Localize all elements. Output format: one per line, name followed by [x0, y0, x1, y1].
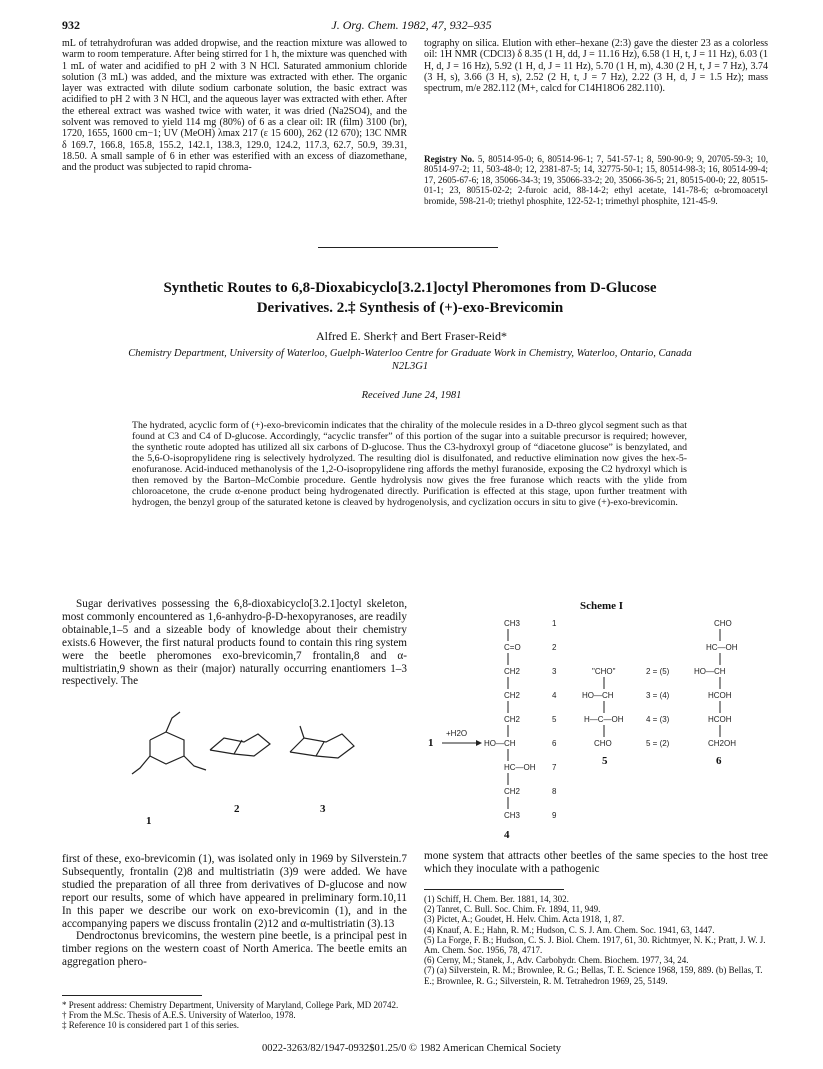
footnote-divider	[62, 995, 202, 996]
intro-text-2: first of these, exo-brevicomin (1), was isolated only in 1969 by Silverstein.7 Subsequently, frontalin (2)8 and multistriatin (3)9 were added. We have studied the preparation of all three from derivatives of D-glucose and now report our results, some of which have appeared in preliminary form.10,11 In this paper we describe our work on exo-brevicomin (1), and in the accompanying papers we discuss frontalin (2)12 and α-multistriatin (3).13	[62, 853, 407, 930]
chain5-atom: H—C—OH	[584, 715, 624, 724]
reference-item: (7) (a) Silverstein, R. M.; Brownlee, R. G.; Bellas, T. E. Science 1968, 159, 889. (b) Bellas, T. E.; Brownlee, R. G.; Silverstein, R. M. Tetrahedron 1969, 25, 5149.	[424, 965, 763, 986]
compound-label-3: 3	[320, 803, 326, 815]
intro-text-3: Dendroctonus brevicomins, the western pine beetle, is a principal pest in timber regions on the western coast of North America. The beetle emits an aggregation phero-	[62, 930, 407, 969]
structure-2	[210, 734, 270, 756]
abstract: The hydrated, acyclic form of (+)-exo-brevicomin indicates that the chirality of the molecule resides in a D-threo glycol segment such as that found at C3 and C4 of D-glucose. Accordingly, “acyclic transfer” of this portion of the sugar into a suitable precursor is required; however, the synthetic route adopted has utilized all six carbons of D-glucose. Thus the C3-hydroxyl group of “diacetone glucose” is benzylated, and the 5,6-O-isopropylidene ring is selectively hydrolyzed. The resulting diol is disulfonated, and reductive elimination now gives the hex-5-enofuranose. Acid-induced methanolysis of the 1,2-O-isopropylidene ring affords the methyl furanoside, exposing the C2 hydroxyl which is then removed by the Barton–McCombie procedure. Gentle hydrolysis now gives the free furanose which reacts with the ylide from chloroacetone, the crude α-enone product being hydrogenated directly. Purification is effected at this stage, upon further treatment with hydrogen, the benzyl group of the saturated ketone is cleaved by hydrogenolysis, and cyclization occurs in situ to give (+)-exo-brevicomin.	[132, 420, 687, 508]
chain4-number: 7	[552, 763, 557, 772]
chain4-number: 6	[552, 739, 557, 748]
compound-label-1-scheme: 1	[428, 737, 434, 749]
authors: Alfred E. Sherk† and Bert Fraser-Reid*	[315, 329, 508, 343]
chain4-number: 3	[552, 667, 557, 676]
chain6-atom: CHO	[714, 619, 732, 628]
registry-text: 5, 80514-95-0; 6, 80514-96-1; 7, 541-57-1; 8, 590-90-9; 9, 20705-59-3; 10, 80514-97-2; 11, 503-48-0; 12, 2381-87-5; 14, 32775-50-1; 15, 80514-98-3; 16, 80514-99-4; 17, 2605-67-6; 18, 35066-34-3; 19, 35066-33-2; 20, 35066-36-5; 21, 80515-00-0; 22, 80515-01-1; 23, 80515-02-2; 2-furoic acid, 88-14-2; ethyl acetate, 141-78-6; α-bromoacetyl bromide, 598-21-0; triethyl phosphite, 122-52-1; trimethyl phosphite, 121-45-9.	[424, 154, 769, 206]
chain4-atom: CH2	[504, 691, 521, 700]
footnote-item: † From the M.Sc. Thesis of A.E.S. University of Waterloo, 1978.	[62, 1010, 296, 1021]
chain5-atom: "CHO"	[592, 667, 616, 676]
chain6-atom: HC—OH	[706, 643, 738, 652]
journal-citation: J. Org. Chem. 1982, 47, 932–935	[331, 18, 492, 32]
title-line-1: Synthetic Routes to 6,8-Dioxabicyclo[3.2.1]octyl Pheromones from D-Glucose	[163, 280, 657, 296]
chain4-atom: CH2	[504, 715, 521, 724]
compound-label-5: 5	[602, 755, 608, 767]
chain5-number: 5 = (2)	[646, 739, 670, 748]
intro-paragraph-1: Sugar derivatives possessing the 6,8-dioxabicyclo[3.2.1]octyl skeleton, most commonly encountered as 1,6-anhydro-β-D-hexopyranoses, are readily obtainable,1–5 and a sizeable body of knowledge about their chemistry exists.6 However, the first natural products found to contain this ring system were the beetle pheromones exo-brevicomin,7 frontalin,8 and α-multistriatin,9 shown as their (major) naturally occurring enantiomers 1–3 respectively. The	[62, 598, 407, 688]
section-divider	[318, 247, 498, 248]
registry-numbers	[424, 154, 768, 206]
chain5-atom: CHO	[594, 739, 612, 748]
arrow-label: +H2O	[446, 729, 468, 738]
chain4-number: 1	[552, 619, 557, 628]
chain6-atom: HCOH	[708, 691, 732, 700]
reference-item: (3) Pictet, A.; Goudet, H. Helv. Chim. Acta 1918, 1, 87.	[424, 914, 625, 925]
footnote-item: ‡ Reference 10 is considered part 1 of this series.	[62, 1020, 239, 1031]
chain4-atom: CH2	[504, 787, 521, 796]
chain4-number: 4	[552, 691, 557, 700]
chain6-atom: CH2OH	[708, 739, 737, 748]
structures-1-3	[110, 700, 370, 850]
references-divider	[424, 889, 564, 890]
reference-item: (5) La Forge, F. B.; Hudson, C. S. J. Biol. Chem. 1917, 61, 30. Richtmyer, N. K.; Pratt, J. W. J. Am. Chem. Soc. 1956, 78, 4717.	[424, 934, 766, 956]
structure-4	[484, 619, 557, 841]
hydration-arrow	[428, 729, 482, 749]
reference-item: (1) Schiff, H. Chem. Ber. 1881, 14, 302.	[424, 894, 569, 904]
reference-item: (6) Cerny, M.; Stanek, J., Adv. Carbohydr. Chem. Biochem. 1977, 34, 24.	[424, 955, 689, 966]
affiliation: Chemistry Department, University of Waterloo, Guelph-Waterloo Centre for Graduate Work in Chemistry, Waterloo, Ontario, Canada N2L3G1	[128, 348, 692, 372]
reference-item: (4) Knauf, A. E.; Hahn, R. M.; Hudson, C. S. J. Am. Chem. Soc. 1941, 63, 1447.	[424, 924, 715, 935]
title-line-2: Derivatives. 2.‡ Synthesis of (+)-exo-Brevicomin	[256, 300, 564, 316]
compound-label-1: 1	[146, 815, 152, 827]
intro-paragraph-2	[62, 853, 407, 969]
experimental-text-left: mL of tetrahydrofuran was added dropwise, and the reaction mixture was allowed to warm to room temperature. After being stirred for 1 h, the mixture was quenched with 1 mL of water and acidified to pH 2 with 3 N HCl. Saturated ammonium chloride solution (3 mL) was added, and the mixture was extracted with ether. The organic layer was extracted with dilute sodium carbonate solution, the basic extract was acidified to pH 2 with 3 N HCl, and the aqueous layer was extracted with ether. After the ethereal extract was washed twice with water, it was dried (Na2SO4), and the solvent was removed to yield 114 mg (80%) of 6 as a clear oil: IR (film) 3100 (br), 1720, 1655, 1600 cm−1; UV (MeOH) λmax 217 (ε 15 600), 262 (12 670); 13C NMR δ 169.7, 166.8, 165.8, 155.2, 142.1, 138.3, 129.0, 124.2, 117.3, 62.7, 50.9, 39.31, 18.50. A small sample of 6 in ether was esterified with an excess of diazomethane, and the product was subjected to rapid chroma-	[62, 38, 407, 174]
registry-label: Registry No.	[424, 154, 475, 164]
chain4-atom: HC—OH	[504, 763, 536, 772]
compound-label-4: 4	[504, 829, 510, 841]
structure-3	[290, 726, 354, 758]
chain4-atom: HO—CH	[484, 739, 516, 748]
chain4-atom: C=O	[504, 643, 521, 652]
compound-label-2: 2	[234, 803, 240, 815]
references	[424, 894, 768, 986]
chain4-number: 9	[552, 811, 557, 820]
body-right-text: mone system that attracts other beetles of the same species to the host tree which they inoculate with a pathogenic	[424, 850, 768, 875]
scheme-1	[424, 612, 768, 842]
chain4-atom: CH3	[504, 619, 521, 628]
received-date: Received June 24, 1981	[361, 390, 462, 401]
experimental-text-right: tography on silica. Elution with ether–hexane (2:3) gave the diester 23 as a colorless oil: 1H NMR (CDCl3) δ 8.35 (1 H, dd, J = 11.16 Hz), 6.58 (1 H, t, J = 11 Hz), 6.03 (1 H, d, J = 16 Hz), 5.92 (1 H, d, J = 11 Hz), 5.70 (1 H, m), 4.30 (2 H, t, J = 7 Hz), 3.74 (3 H, s), 3.66 (3 H, s), 2.52 (2 H, t, J = 7 Hz), 2.22 (3 H, d, J = 1.5 Hz); mass spectrum, m/e 282.112 (M+, calcd for C14H18O6 282.110).	[424, 38, 768, 95]
chain4-atom: CH2	[504, 667, 521, 676]
structure-5	[582, 667, 670, 767]
scheme-title: Scheme I	[580, 600, 624, 612]
chain5-number: 4 = (3)	[646, 715, 670, 724]
chain5-number: 2 = (5)	[646, 667, 670, 676]
copyright-line: 0022-3263/82/1947-0932$01.25/0 © 1982 American Chemical Society	[261, 1043, 562, 1054]
page-number: 932	[62, 18, 80, 32]
chain5-atom: HO—CH	[582, 691, 614, 700]
chain4-atom: CH3	[504, 811, 521, 820]
chain4-number: 8	[552, 787, 557, 796]
chain4-number: 5	[552, 715, 557, 724]
chain6-atom: HO—CH	[694, 667, 726, 676]
chain4-number: 2	[552, 643, 557, 652]
footnote-item: * Present address: Chemistry Department, University of Maryland, College Park, MD 20742.	[62, 1000, 399, 1010]
chain5-number: 3 = (4)	[646, 691, 670, 700]
compound-label-6: 6	[716, 755, 722, 767]
article-title	[100, 278, 720, 318]
chain6-atom: HCOH	[708, 715, 732, 724]
reference-item: (2) Tanret, C. Bull. Soc. Chim. Fr. 1894, 11, 949.	[424, 904, 601, 915]
structure-1	[132, 712, 206, 774]
structure-6	[694, 619, 738, 767]
author-footnotes	[62, 1000, 407, 1031]
